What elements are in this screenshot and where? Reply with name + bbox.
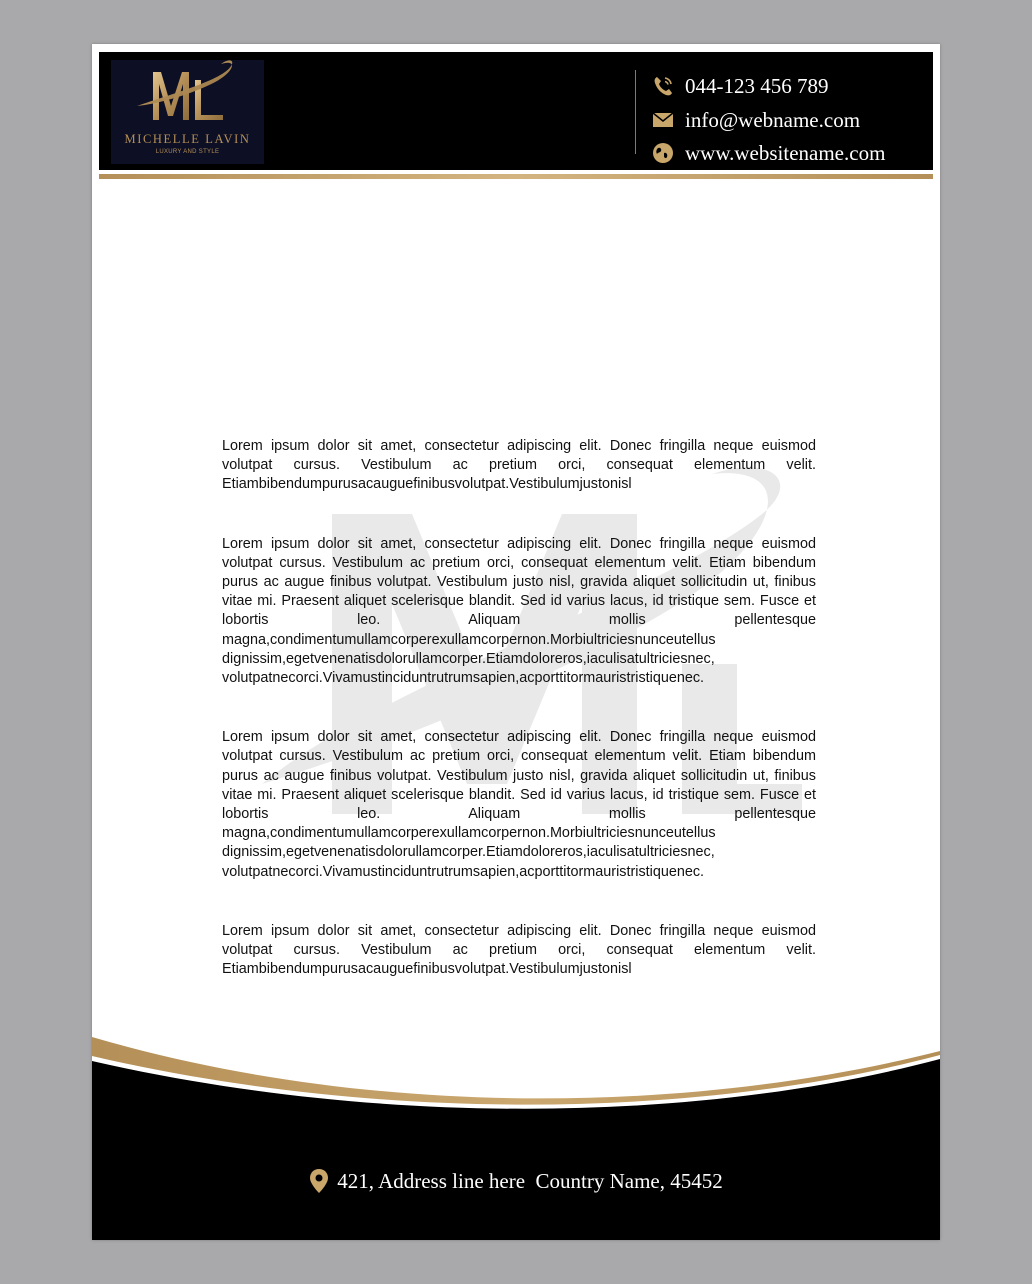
body-paragraph-4: Lorem ipsum dolor sit amet, consectetur adipiscing elit. Donec fringilla neque euismod volutpat cursus. Vestibulum ac pretium orci, consequat elementum velit. Etiambibendumpurusacauguefinibusvolutpat.Vestibulumjustonisl [222, 922, 816, 978]
email-address: info@webname.com [685, 107, 861, 132]
body-paragraph-1: Lorem ipsum dolor sit amet, consectetur adipiscing elit. Donec fringilla neque euismod volutpat cursus. Vestibulum ac pretium orci, consequat elementum velit. Etiambibendumpurusacauguefinibusvolutpat.Vestibulumjustonisl [222, 438, 816, 493]
logo-tagline: LUXURY AND STYLE [155, 149, 220, 155]
logo [111, 60, 264, 164]
header-divider [635, 70, 636, 154]
contact-email [651, 105, 860, 135]
footer-address [92, 1168, 940, 1194]
website-url: www.websitename.com [685, 140, 886, 165]
footer-wave [92, 1029, 940, 1240]
letterhead-page [92, 44, 940, 1240]
email-icon [651, 108, 675, 132]
logo-name: MICHELLE LAVIN [124, 132, 251, 146]
contact-website [651, 138, 885, 168]
contact-phone [651, 71, 829, 101]
body-paragraph-2: Lorem ipsum dolor sit amet, consectetur adipiscing elit. Donec fringilla neque euismod volutpat cursus. Vestibulum ac pretium orci, consequat elementum velit. Etiam bibendum purus ac augue finibus volutpat. Vestibulum justo nisl, gravida aliquet sollicitudin ut, finibus vitae mi. Praesent aliquet scelerisque blandit. Sed id varius lacus, id tristique sem. Fusce et lobortis leo. Aliquam mollis pellentesque magna,condimentumullamcorperexullamcorpernon.Morbiultriciesnunceutellus dignissim,egetvenenatisdolorullamcorper.Etiamdoloreros,iaculisatultriciesnec, volutpatnecorci.Vivamustinciduntrutrumsapien,acporttitormauristristiquenec. [222, 535, 816, 687]
phone-icon [651, 74, 675, 98]
letter-body [222, 437, 816, 979]
body-paragraph-3: Lorem ipsum dolor sit amet, consectetur adipiscing elit. Donec fringilla neque euismod volutpat cursus. Vestibulum ac pretium orci, consequat elementum velit. Etiam bibendum purus ac augue finibus volutpat. Vestibulum justo nisl, gravida aliquet sollicitudin ut, finibus vitae mi. Praesent aliquet scelerisque blandit. Sed id varius lacus, id tristique sem. Fusce et lobortis leo. Aliquam mollis pellentesque magna,condimentumullamcorperexullamcorpernon.Morbiultriciesnunceutellus dignissim,egetvenenatisdolorullamcorper.Etiamdoloreros,iaculisatultriciesnec, volutpatnecorci.Vivamustinciduntrutrumsapien,acporttitormauristristiquenec. [222, 729, 816, 880]
address-text: 421, Address line here Country Name, 45452 [337, 1168, 723, 1193]
header-gold-rule [99, 174, 933, 179]
globe-icon [651, 141, 675, 165]
phone-number: 044-123 456 789 [685, 73, 829, 98]
location-pin-icon [309, 1168, 329, 1194]
header-bar [99, 52, 933, 170]
